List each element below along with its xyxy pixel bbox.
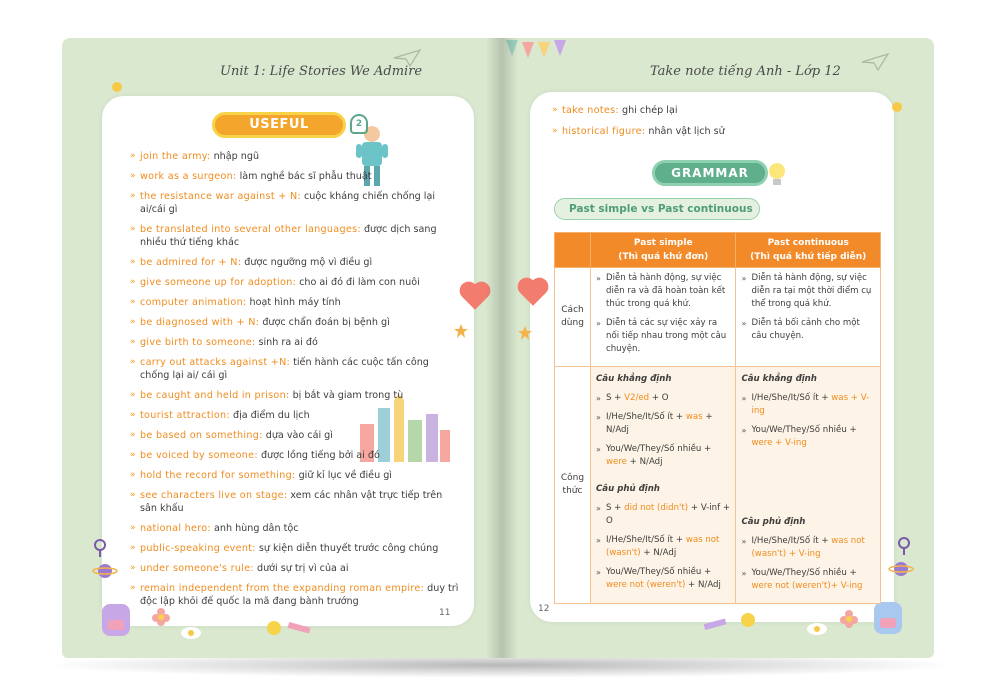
list-item: » remain independent from the expanding roman empire: duy trì độc lập khỏi đế quốc la mã đang bành trướng [130, 583, 459, 607]
list-item: » S + V2/ed + O [596, 392, 730, 405]
table-header-row [555, 233, 881, 268]
row-label-usage: Cách dùng [555, 268, 591, 367]
list-item: » Diễn tả hành động, sự việc diễn ra và đã hoàn toàn kết thúc trong quá khứ. [596, 272, 730, 311]
flower-icon [840, 610, 858, 628]
list-item: » hold the record for something: giữ kỉ lục về điều gì [130, 470, 392, 481]
list-item: » public-speaking event: sự kiện diễn thuyết trước công chúng [130, 543, 439, 554]
usage-past-continuous [736, 268, 881, 367]
list-item: » be based on something: dựa vào cái gì [130, 430, 333, 441]
formula-spacer [741, 456, 875, 502]
grammar-table [554, 232, 881, 604]
sun-icon [886, 96, 908, 118]
list-item: » be caught and held in prison: bị bắt và giam trong tù [130, 390, 404, 401]
paper-plane-icon [860, 52, 890, 72]
list-item: » You/We/They/Số nhiều + were not (weren't)+ V-ing [741, 567, 875, 593]
planet-icon [888, 558, 914, 580]
list-item: » work as a surgeon: làm nghề bác sĩ phẫu thuật [130, 171, 372, 182]
column-header-past-simple: Past simple (Thì quá khứ đơn) [591, 233, 736, 268]
list-item: » Diễn tả hành động, sự việc diễn ra tại một thời điểm cụ thể trong quá khứ. [741, 272, 875, 311]
magnifier-icon [92, 538, 108, 558]
table-row [555, 268, 881, 367]
vocab-list [552, 104, 725, 146]
grammar-title: GRAMMAR [652, 160, 768, 186]
list-item: » I/He/She/It/Số ít + was not (wasn't) + V-ing [741, 535, 875, 561]
magnifier-icon [896, 536, 912, 556]
list-item: » be diagnosed with + N: được chẩn đoán bị bệnh gì [130, 317, 390, 328]
list-item: » be voiced by someone: được lồng tiếng bởi ai đó [130, 450, 380, 461]
row-label-formula: Công thức [555, 367, 591, 604]
grammar-subtopic: Past simple vs Past continuous [554, 198, 760, 220]
right-page [502, 38, 934, 658]
list-item: » You/We/They/Số nhiều + were not (weren't) + N/Adj [596, 566, 730, 592]
list-item: » historical figure: nhân vật lịch sử [552, 126, 725, 137]
planet-icon [92, 560, 118, 582]
negative-heading: Câu phủ định [596, 484, 660, 494]
list-item: » carry out attacks against +N: tiến hành các cuộc tấn công chống lại ai/ cái gì [130, 357, 429, 381]
list-item: » be admired for + N: được ngưỡng mộ vì điều gì [130, 257, 373, 268]
fried-egg-icon [806, 622, 828, 636]
list-item: » see characters live on stage: xem các nhân vật trực tiếp trên sân khấu [130, 490, 443, 514]
list-item: » tourist attraction: địa điểm du lịch [130, 410, 310, 421]
affirmative-heading: Câu khẳng định [596, 374, 672, 384]
list-item: » You/We/They/Số nhiều + were + V-ing [741, 424, 875, 450]
list-item: » under someone's rule: dưới sự trị vì của ai [130, 563, 349, 574]
right-page-header: Take note tiếng Anh - Lớp 12 [650, 64, 841, 79]
list-item: » the resistance war against + N: cuộc kháng chiến chống lại ai/cái gì [130, 191, 436, 215]
list-item: » S + did not (didn't) + V-inf + O [596, 502, 730, 528]
book-gutter [486, 38, 518, 658]
phrase-list [130, 150, 460, 615]
sun-icon [106, 76, 128, 98]
column-header-past-continuous: Past continuous (Thì quá khứ tiếp diễn) [736, 233, 881, 268]
star-icon [518, 326, 532, 340]
formula-past-continuous [736, 367, 881, 604]
pencil-icon [286, 622, 314, 634]
list-item: » I/He/She/It/Số ít + was + N/Adj [596, 411, 730, 437]
right-page-number: 12 [538, 604, 550, 614]
list-item: » give birth to someone: sinh ra ai đó [130, 337, 318, 348]
list-item: » computer animation: hoạt hình máy tính [130, 297, 341, 308]
formula-past-simple [591, 367, 736, 604]
backpack-icon [98, 598, 134, 638]
list-item: » give someone up for adoption: cho ai đó đi làm con nuôi [130, 277, 420, 288]
negative-heading: Câu phủ định [741, 517, 806, 527]
list-item: » Diễn tả các sự việc xảy ra nối tiếp nhau trong một câu chuyện. [596, 317, 730, 356]
table-corner-cell [555, 233, 591, 268]
left-page-number: 11 [439, 608, 451, 618]
list-item: » I/He/She/It/Số ít + was + V-ing [741, 392, 875, 418]
usage-past-simple [591, 268, 736, 367]
list-item: » be translated into several other languages: được dịch sang nhiều thứ tiếng khác [130, 224, 437, 248]
list-item: » You/We/They/Số nhiều + were + N/Adj [596, 443, 730, 469]
list-item: » join the army: nhập ngũ [130, 151, 260, 162]
audio-track-icon[interactable]: 2 [350, 114, 368, 134]
paper-plane-icon [392, 48, 422, 68]
smiley-icon [740, 612, 756, 628]
list-item: » take notes: ghi chép lại [552, 105, 678, 116]
pencil-icon [702, 618, 730, 630]
list-item: » I/He/She/It/Số ít + was not (wasn't) + N/Adj [596, 534, 730, 560]
useful-phrases-title: USEFUL PHRASES [212, 112, 346, 138]
affirmative-heading: Câu khẳng định [741, 374, 817, 384]
left-page-header: Unit 1: Life Stories We Admire [220, 64, 423, 79]
lightbulb-icon [766, 160, 788, 188]
left-page [62, 38, 502, 658]
table-row [555, 367, 881, 604]
fried-egg-icon [180, 626, 202, 640]
list-item: » Diễn tả bối cảnh cho một câu chuyện. [741, 317, 875, 343]
smiley-icon [266, 620, 282, 636]
list-item: » national hero: anh hùng dân tộc [130, 523, 299, 534]
